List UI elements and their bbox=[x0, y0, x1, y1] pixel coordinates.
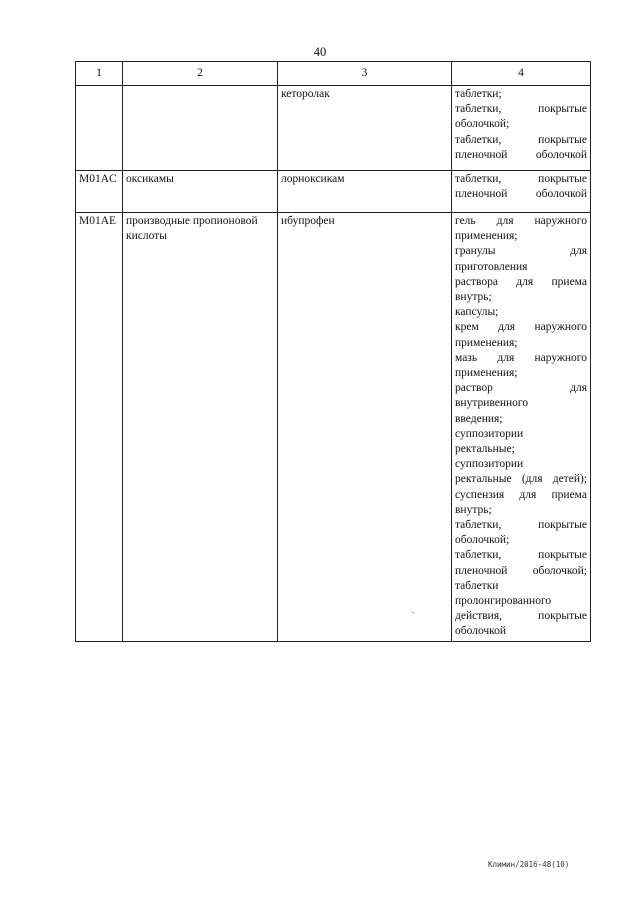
dosage-form-line: действия, покрытые bbox=[455, 610, 587, 623]
dosage-form-line: таблетки bbox=[455, 579, 499, 592]
group-cell bbox=[123, 86, 278, 171]
atc-code-cell bbox=[76, 86, 123, 171]
dosage-form-line: введения; bbox=[455, 412, 503, 425]
dosage-form-line: пленочной оболочкой; bbox=[455, 564, 587, 577]
page-number: 40 bbox=[313, 45, 327, 59]
dosage-form-line: оболочкой; bbox=[455, 118, 510, 131]
substance-cell: ибупрофен bbox=[278, 213, 452, 642]
dosage-form-line: применения; bbox=[455, 367, 518, 380]
column-header-1: 1 bbox=[76, 62, 123, 86]
dosage-form-line: гель для наружного bbox=[455, 215, 587, 227]
dosage-forms-cell bbox=[452, 86, 591, 171]
dosage-form-line: суппозитории bbox=[455, 458, 524, 471]
dosage-form-line: таблетки, покрытые bbox=[455, 133, 587, 146]
dosage-form-line: пленочной оболочкой bbox=[455, 188, 587, 201]
dosage-form-line: оболочкой; bbox=[455, 534, 510, 547]
dosage-form-line: ректальные; bbox=[455, 443, 515, 456]
footer-document-code: Климин/2016-48(10) bbox=[488, 860, 570, 869]
dosage-form-line: применения; bbox=[455, 336, 518, 349]
group-cell: производные пропионовой кислоты bbox=[123, 213, 278, 642]
dosage-form-line: суппозитории bbox=[455, 427, 524, 440]
dosage-form-line: мазь для наружного bbox=[455, 351, 587, 364]
dosage-form-line: таблетки, покрытые bbox=[455, 549, 587, 562]
dosage-form-line: внутрь; bbox=[455, 291, 492, 304]
dosage-form-line: приготовления bbox=[455, 260, 528, 273]
dosage-forms-cell bbox=[452, 213, 591, 642]
table-row bbox=[76, 171, 591, 213]
dosage-form-line: раствор для bbox=[455, 382, 587, 395]
dosage-form-line: капсулы; bbox=[455, 306, 499, 319]
column-header-3: 3 bbox=[278, 62, 452, 86]
dosage-form-line: пролонгированного bbox=[455, 595, 552, 608]
dosage-form-line: пленочной оболочкой bbox=[455, 148, 587, 161]
dosage-form-line: таблетки, покрытые bbox=[455, 103, 587, 116]
dosage-form-line: крем для наружного bbox=[455, 321, 587, 334]
scan-speck bbox=[412, 612, 414, 613]
dosage-form-line: раствора для приема bbox=[455, 275, 587, 288]
dosage-form-line: применения; bbox=[455, 230, 518, 243]
dosage-form-line: оболочкой bbox=[455, 625, 507, 638]
dosage-form-line: гранулы для bbox=[455, 245, 587, 258]
column-header-4: 4 bbox=[452, 62, 591, 86]
table-row bbox=[76, 86, 591, 171]
dosage-form-line: внутривенного bbox=[455, 397, 529, 410]
table-body bbox=[76, 86, 591, 642]
substance-cell: лорноксикам bbox=[278, 171, 452, 213]
drug-table bbox=[75, 61, 591, 642]
dosage-form-line: ректальные (для детей); bbox=[455, 473, 587, 486]
dosage-form-line: внутрь; bbox=[455, 503, 492, 516]
atc-code-cell: M01AE bbox=[76, 213, 123, 642]
atc-code-cell: M01AC bbox=[76, 171, 123, 213]
table-header-row bbox=[76, 62, 591, 86]
table-row bbox=[76, 213, 591, 642]
dosage-form-line: таблетки, покрытые bbox=[455, 173, 587, 185]
column-header-2: 2 bbox=[123, 62, 278, 86]
group-cell: оксикамы bbox=[123, 171, 278, 213]
substance-cell: кеторолак bbox=[278, 86, 452, 171]
dosage-form-line: суспензия для приема bbox=[455, 488, 587, 501]
dosage-forms-cell bbox=[452, 171, 591, 213]
dosage-form-line: таблетки; bbox=[455, 88, 502, 100]
dosage-form-line: таблетки, покрытые bbox=[455, 519, 587, 532]
